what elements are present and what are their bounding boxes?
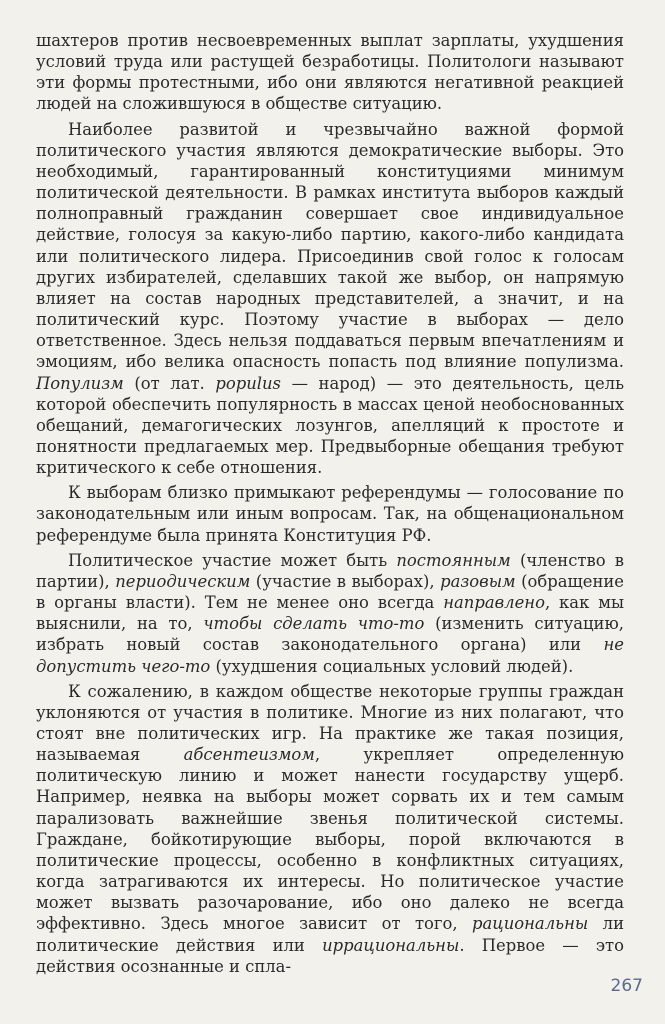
italic-term: Популизм [36, 373, 124, 393]
italic-term: иррациональны [322, 935, 460, 955]
italic-term: populus [215, 373, 281, 393]
italic-term: не допустить чего-то [36, 635, 624, 676]
page-number: 267 [610, 976, 643, 996]
italic-term: разовым [440, 571, 516, 591]
italic-term: чтобы сделать что-то [203, 614, 425, 634]
text-run: (обращение в органы власти). Тем не менее оно всегда [36, 571, 625, 613]
italic-term: периодическим [115, 571, 251, 591]
text-run: . Первое — это действия осознанные и спла- [36, 935, 624, 976]
text-run: (ухудшения социальных условий людей). [210, 656, 574, 676]
paragraph [36, 30, 624, 115]
italic-term: рациональны [472, 914, 589, 934]
italic-term: абсентеизмом [183, 745, 315, 765]
text-run: , укрепляет определенную политическую линию и может нанести государству ущерб. Например, неявка на выборы может сорвать их и тем самым парализовать важнейшие звенья политической системы. Граждане, бойкотирующие выборы, порой включаются в политические процессы, особенно в конфликтных ситуациях, когда затрагиваются их интересы. Но политическое участие может вызвать разочарование, ибо оно далеко не всегда эффективно. Здесь многое зависит от того, [36, 745, 625, 934]
text-run: К сожалению, в каждом обществе некоторые группы граждан уклоняются от участия в политике. Многие из них полагают, что стоят вне политических игр. На практике же такая позиция, называемая [36, 681, 624, 765]
italic-term: постоянным [396, 550, 511, 570]
text-run: ли политические действия или [36, 914, 624, 955]
paragraph [36, 482, 624, 545]
text-run: (от лат. [123, 373, 216, 393]
paragraph [36, 681, 624, 977]
text-run: (участие в выборах), [250, 571, 441, 591]
text-run: Наиболее развитой и чрезвычайно важной формой политического участия являются демократические выборы. Это необходимый, гарантированный конституциями минимум политической деятельности. В рамках института выборов каждый полноправный гражданин совершает свое индивидуальное действие, голосуя за какую-либо партию, какого-либо кандидата или политического лидера. Присоединив свой голос к голосам других избирателей, сделавших такой же выбор, он напрямую влияет на состав народных представителей, а значит, и на политический курс. Поэтому участие в выборах — дело ответственное. Здесь нельзя поддаваться первым впечатлениям и эмоциям, ибо велика опасность попасть под влияние популизма. [36, 119, 624, 372]
text-run: К выборам близко примыкают референдумы — голосование по законодательным или иным вопросам. Так, на общенациональном референдуме была принята Конституция РФ. [36, 483, 624, 545]
body-text [36, 30, 624, 977]
paragraph [36, 119, 624, 479]
text-run: (членство в партии), [36, 550, 624, 591]
text-run: шахтеров против несвоевременных выплат зарплаты, ухудшения условий труда или растущей безработицы. Политологи называют эти формы протестными, ибо они являются негативной реакцией людей на сложившуюся в обществе ситуацию. [36, 31, 624, 114]
italic-term: направлено [443, 593, 545, 613]
text-run: — народ) — это деятельность, цель которой обеспечить популярность в массах ценой необоснованных обещаний, демагогических лозунгов, апелляций к простоте и понятности предлагаемых мер. Предвыборные обещания требуют критического к себе отношения. [36, 373, 624, 478]
text-run: Политическое участие может быть [68, 550, 397, 570]
text-run: , как мы выяснили, на то, [36, 593, 624, 634]
paragraph [36, 550, 624, 677]
text-run: (изменить ситуацию, избрать новый состав законодательного органа) или [36, 614, 624, 655]
